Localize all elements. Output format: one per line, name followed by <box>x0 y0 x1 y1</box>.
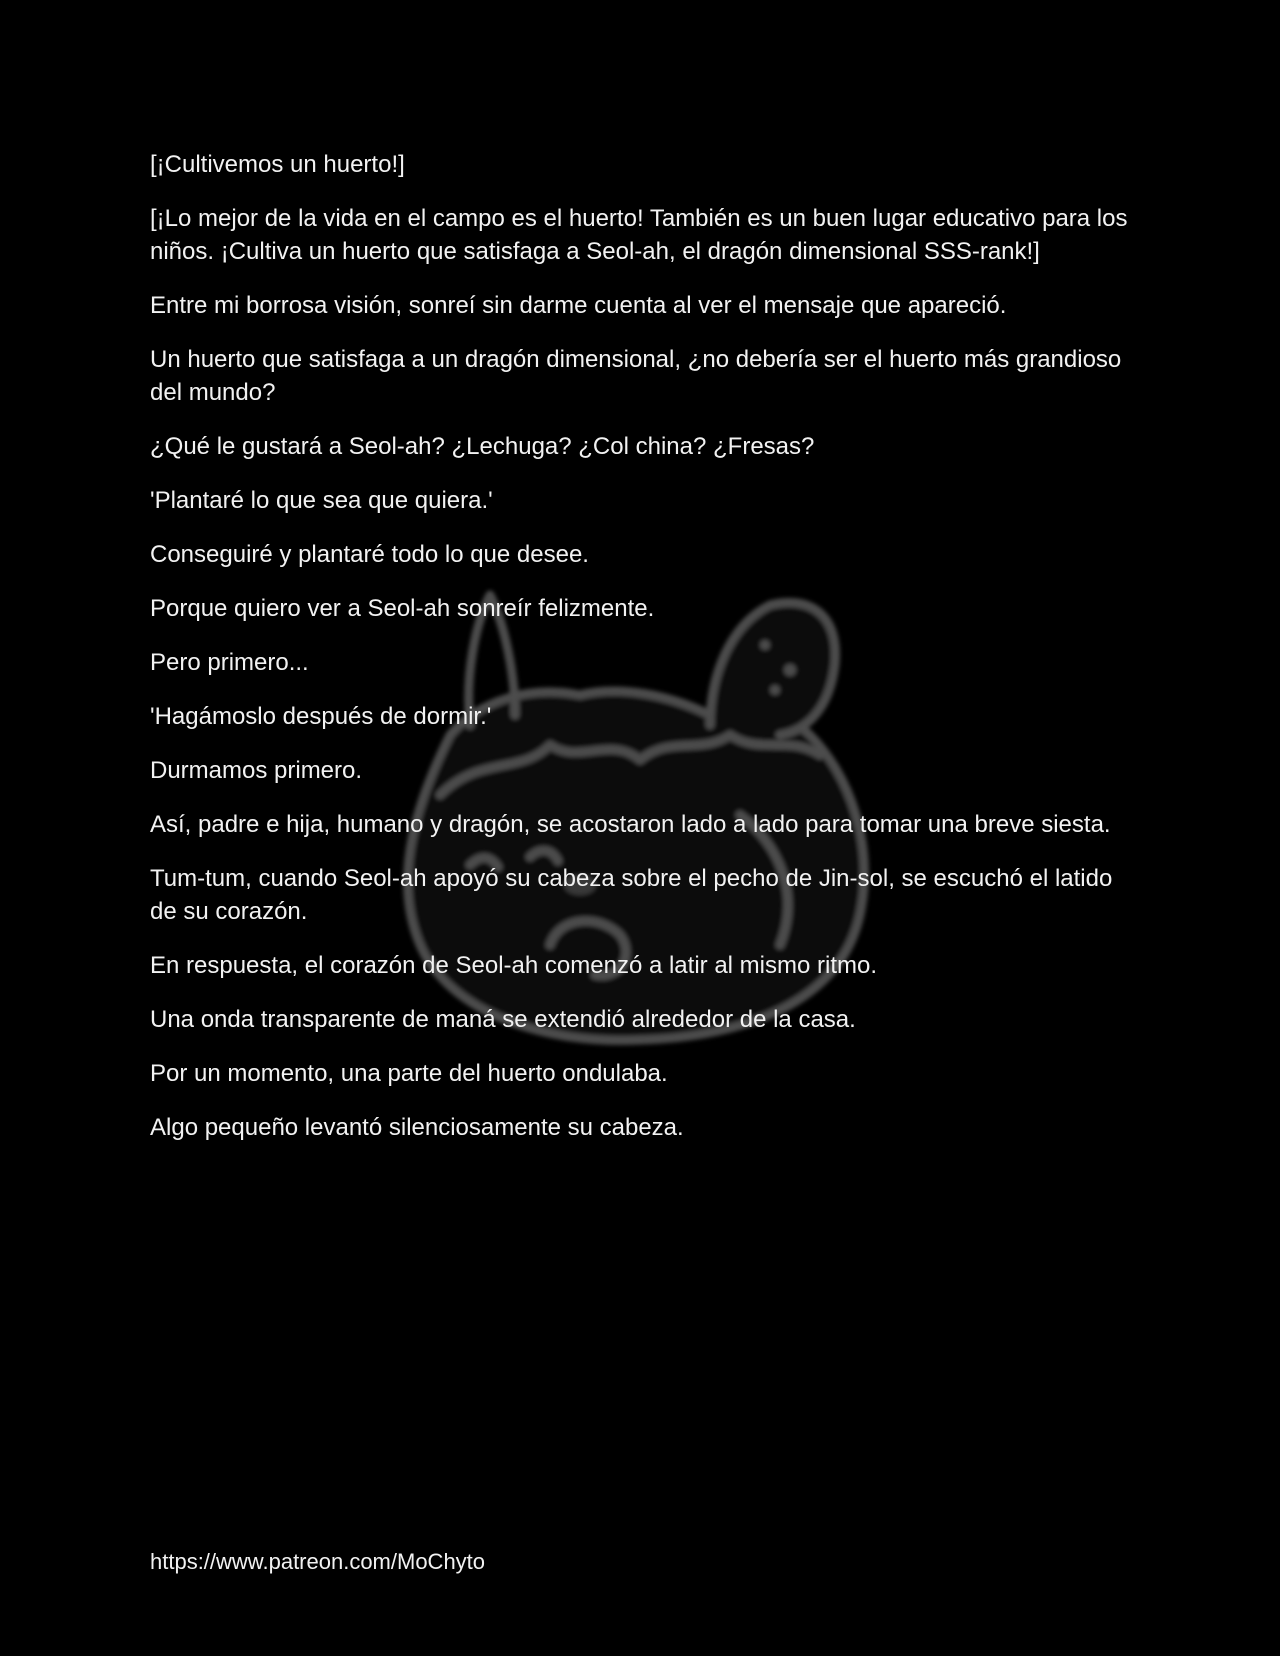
paragraph-4: Un huerto que satisfaga a un dragón dimensional, ¿no debería ser el huerto más grandioso del mundo? <box>150 346 1122 406</box>
paragraph-1: [¡Cultivemos un huerto!] <box>150 151 405 178</box>
paragraph-10: 'Hagámoslo después de dormir.' <box>150 703 492 730</box>
paragraph-6: 'Plantaré lo que sea que quiera.' <box>150 487 493 514</box>
paragraph-12: Así, padre e hija, humano y dragón, se acostaron lado a lado para tomar una breve siesta. <box>150 811 1111 838</box>
story-text <box>150 148 1130 1165</box>
paragraph-14: En respuesta, el corazón de Seol-ah comenzó a latir al mismo ritmo. <box>150 952 877 979</box>
paragraph-16: Por un momento, una parte del huerto ondulaba. <box>150 1060 668 1087</box>
paragraph-3: Entre mi borrosa visión, sonreí sin darme cuenta al ver el mensaje que apareció. <box>150 292 1007 319</box>
paragraph-2: [¡Lo mejor de la vida en el campo es el huerto! También es un buen lugar educativo para los niños. ¡Cultiva un huerto que satisfaga a Seol-ah, el dragón dimensional SSS-rank!] <box>150 205 1128 265</box>
paragraph-11: Durmamos primero. <box>150 757 363 784</box>
patreon-link[interactable]: https://www.patreon.com/MoChyto <box>150 1549 486 1574</box>
paragraph-15: Una onda transparente de maná se extendió alrededor de la casa. <box>150 1006 856 1033</box>
paragraph-9: Pero primero... <box>150 649 309 676</box>
paragraph-8: Porque quiero ver a Seol-ah sonreír felizmente. <box>150 595 655 622</box>
paragraph-7: Conseguiré y plantaré todo lo que desee. <box>150 541 589 568</box>
paragraph-5: ¿Qué le gustará a Seol-ah? ¿Lechuga? ¿Col china? ¿Fresas? <box>150 433 815 460</box>
paragraph-13: Tum-tum, cuando Seol-ah apoyó su cabeza sobre el pecho de Jin-sol, se escuchó el latido de su corazón. <box>150 865 1113 925</box>
paragraph-17: Algo pequeño levantó silenciosamente su cabeza. <box>150 1114 684 1141</box>
